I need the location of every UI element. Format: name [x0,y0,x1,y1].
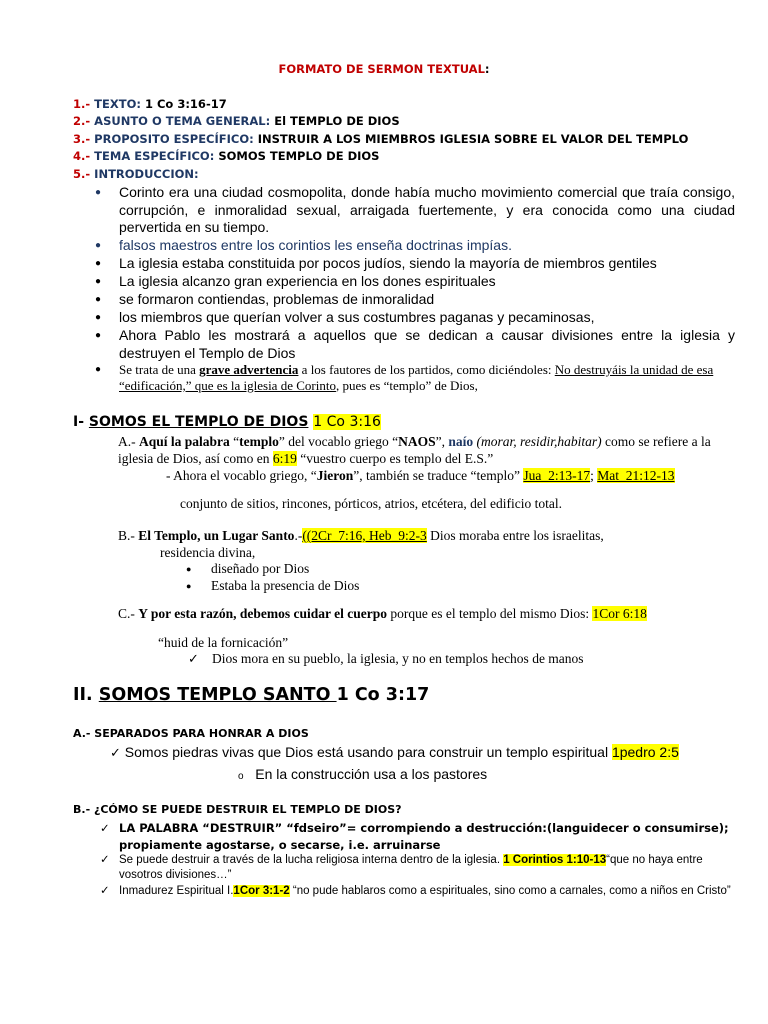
header-item-texto [73,96,227,113]
text: , pues es “templo” de Dios, [335,378,478,393]
bullet-icon: ● [95,258,102,269]
italic-text: (morar, residir,habitar) [473,434,602,449]
intro-bullet [95,255,735,273]
section-title: SOMOS EL TEMPLO DE DIOS [88,414,309,430]
bold-text: Y por esta razón, debemos cuidar el cuerpo [138,606,387,621]
scripture-ref: 1 Co 3:17 [336,685,430,705]
header-item-tema [73,148,379,165]
sub-item [238,766,487,782]
item-number: 2.- [73,114,91,128]
section-2-a-title: A.- SEPARADOS PARA HONRAR A DIOS [73,727,309,740]
item-value: SOMOS TEMPLO DE DIOS [218,149,380,163]
text: Se puede destruir a través de la lucha religiosa interna dentro de la iglesia. [119,854,504,866]
section-1-a-conjunto: conjunto de sitios, rincones, pórticos, atrios, etcétera, del edificio total. [180,496,563,511]
check-item [100,853,736,883]
check-item [110,744,679,761]
section-1-a-jieron [73,467,737,484]
bullet-icon: ● [186,564,192,574]
circle-bullet-icon: o [238,771,244,782]
scripture-ref: 1Cor 6:18 [592,606,647,621]
scripture-ref: ((2Cr_7:16, Heb_9:2-3 [302,528,427,543]
check-text: Dios mora en su pueblo, la iglesia, y no en templos hechos de manos [212,651,584,666]
bullet-text: Ahora Pablo les mostrará a aquellos que se dedican a causar divisiones entre la iglesia y destruyen el Templo de Dios [119,327,735,361]
item-number: 1.- [73,97,91,111]
checkmark-icon: ✓ [100,821,110,835]
intro-bullet [95,291,735,309]
scripture-ref: 1 Co 3:16 [313,414,381,430]
list-item [186,560,309,577]
section-title: SOMOS TEMPLO SANTO [98,685,337,705]
bold-text: Jieron [316,468,354,483]
item-label: INTRODUCCION: [94,167,199,181]
bullet-text: diseñado por Dios [211,561,310,576]
section-1-b-residencia: residencia divina, [160,545,256,560]
letter: B.- [118,528,139,543]
letter: A.- [118,434,139,449]
item-label: ASUNTO O TEMA GENERAL: [94,114,271,128]
item-label: TEXTO: [94,97,141,111]
bullet-icon: ● [95,312,102,323]
section-1-a [118,433,736,467]
text: .- [294,528,303,543]
bold-text: NAOS [398,434,436,449]
checkmark-icon: ✓ [188,651,199,666]
check-item [188,650,584,667]
section-2-b-title: B.- ¿CÓMO SE PUEDE DESTRUIR EL TEMPLO DE DIOS? [73,803,402,816]
item-number: 5.- [73,167,91,181]
bullet-text: La iglesia estaba constituida por pocos judíos, siendo la mayoría de miembros gentiles [119,255,657,271]
bullet-text: falsos maestros entre los corintios les enseña doctrinas impías. [119,237,512,253]
header-item-introduccion [73,166,199,183]
header-item-asunto [73,113,400,130]
header-item-proposito [73,131,688,148]
bullet-text: La iglesia alcanzo gran experiencia en los dones espirituales [119,273,496,289]
separator: ; [590,468,594,483]
check-item [100,820,736,854]
bullet-icon: ● [95,240,102,251]
scripture-ref: 1 Corintios 1:10-13 [503,854,607,866]
intro-bullet-advertencia [95,362,735,394]
text: Se trata de una [119,362,200,377]
text: - Ahora el vocablo griego, “ [166,468,317,483]
item-label: TEMA ESPECÍFICO: [94,149,215,163]
section-1-b [118,527,604,544]
text: ”, [435,434,449,449]
bold-text: LA PALABRA “DESTRUIR” “fdseiro”= corrompiendo a destrucción: [119,821,547,835]
text: “ [229,434,240,449]
text: a los fautores de los partidos, como diciéndoles: [298,362,555,377]
text: “vuestro cuerpo es templo del E.S.” [296,451,494,466]
check-text: Somos piedras vivas que Dios está usando para construir un templo espiritual [124,744,612,760]
intro-bullet [95,237,735,255]
bullet-icon: ● [95,294,102,305]
title-colon: : [484,62,490,76]
intro-bullet [95,184,735,237]
scripture-ref: Mat_21:12-13 [597,468,675,483]
bullet-icon: ● [95,276,102,287]
check-item [100,884,736,899]
text: “que no haya entre vosotros divisiones…” [119,854,703,881]
bold-text: templo [239,434,279,449]
checkmark-icon: ✓ [110,745,121,760]
letter: C.- [118,606,139,621]
intro-bullet [95,273,735,291]
scripture-ref: 1Cor 3:1-2 [233,885,290,897]
item-value: INSTRUIR A LOS MIEMBROS IGLESIA SOBRE EL VALOR DEL TEMPLO [257,132,689,146]
section-1-c-quote: “huid de la fornicación” [158,635,289,650]
section-prefix: II. [73,685,99,705]
bullet-text: se formaron contiendas, problemas de inmoralidad [119,291,435,307]
section-prefix: I- [73,414,89,430]
bullet-text: Corinto era una ciudad cosmopolita, donde había mucho movimiento comercial que traía consigo, corrupción, e inmoralidad sexual, arraigada fuertemente, y era conocida como una ciudad pervertida en su tiempo. [119,184,735,235]
bold-text: (languidecer o consumirse); propiamente agostarse, o secarse, i.e. arruinarse [119,821,729,852]
sub-text: En la construcción usa a los pastores [255,766,488,782]
text: ”, también se traduce “templo” [353,468,524,483]
scripture-ref: 1pedro 2:5 [611,744,679,760]
text: como se refiere a la iglesia de Dios, así como en [118,434,711,466]
bold-text: naío [448,434,474,449]
bullet-text: los miembros que querían volver a sus costumbres paganas y pecaminosas, [119,309,595,325]
intro-bullet [95,327,735,362]
document-title [0,62,768,76]
text: ” del vocablo griego “ [278,434,399,449]
item-label: PROPOSITO ESPECÍFICO: [94,132,254,146]
checkmark-icon: ✓ [100,854,110,866]
checkmark-icon: ✓ [100,885,110,897]
list-item [186,577,359,594]
text: “no pude hablaros como a espirituales, sino como a carnales, como a niños en Cristo” [289,885,731,897]
item-value: El TEMPLO DE DIOS [274,114,400,128]
text: Inmadurez Espiritual I. [119,885,234,897]
intro-bullet [95,309,735,327]
bullet-icon: ● [95,364,102,375]
item-number: 4.- [73,149,91,163]
underlined-text: No destruyáis la unidad de esa “edificación,” que es la iglesia de Corinto [119,362,714,393]
item-value: 1 Co 3:16-17 [144,97,227,111]
bullet-icon: ● [95,330,102,341]
title-text: FORMATO DE SERMON TEXTUAL [278,62,485,76]
section-1-heading [73,414,381,430]
bullet-icon: ● [186,581,192,591]
text: porque es el templo del mismo Dios: [386,606,593,621]
bullet-text: Estaba la presencia de Dios [211,578,360,593]
section-2-heading [73,685,429,705]
scripture-ref: Jua_2:13-17 [523,468,591,483]
bullet-icon: ● [95,187,102,198]
item-number: 3.- [73,132,91,146]
scripture-ref: 6:19 [272,451,297,466]
bold-text: grave advertencia [199,362,299,377]
text: Dios moraba entre los israelitas, [426,528,604,543]
bold-text: Aquí la palabra [139,434,230,449]
bold-text: El Templo, un Lugar Santo [138,528,295,543]
section-1-c [73,605,737,622]
